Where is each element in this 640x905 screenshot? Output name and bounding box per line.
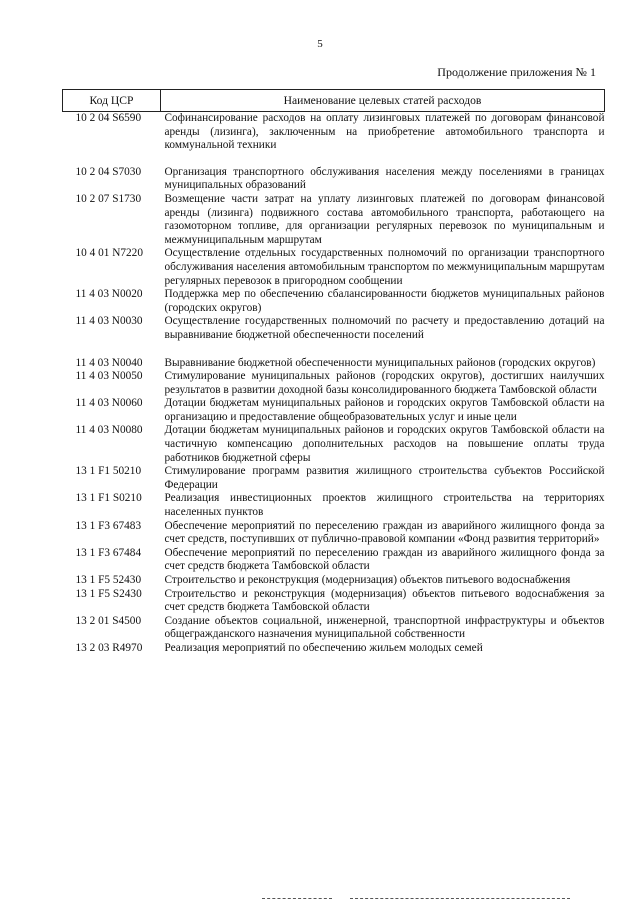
header-code: Код ЦСР: [63, 90, 161, 112]
row-name: Стимулирование программ развития жилищного строительства субъектов Российской Федерации: [164, 465, 605, 491]
row-code: 13 1 F1 S0210: [75, 492, 142, 505]
row-code: 10 2 04 S7030: [75, 165, 142, 178]
table-row: [63, 357, 605, 371]
row-name: Поддержка мер по обеспечению сбалансированности бюджетов муниципальных районов (городских округов): [164, 288, 605, 314]
row-code: 13 1 F3 67483: [75, 519, 142, 532]
row-code: 11 4 03 N0040: [75, 356, 143, 369]
row-name: Создание объектов социальной, инженерной, транспортной инфраструктуры и объектов общегражданского назначения муниципальной собственности: [164, 614, 605, 641]
table-row: [63, 112, 605, 166]
row-name: Стимулирование муниципальных районов (городских округов), достигших наилучших результатов в развитии доходной базы консолидированного бюджета Тамбовской области: [164, 370, 605, 396]
row-name: Дотации бюджетам муниципальных районов и городских округов Тамбовской области на частичную компенсацию дополнительных расходов на повышение оплаты труда работников бюджетной сферы: [164, 424, 605, 464]
row-code: 10 4 01 N7220: [75, 247, 143, 260]
row-code: 13 1 F1 50210: [75, 465, 142, 478]
bottom-scan-artifact: [262, 898, 332, 899]
row-name: Обеспечение мероприятий по переселению граждан из аварийного жилищного фонда за счет средств бюджета Тамбовской области: [164, 546, 605, 573]
row-name: Софинансирование расходов на оплату лизинговых платежей по договорам финансовой аренды (лизинга), заключенным на приобретение автомобильного транспорта и коммунальной техники: [164, 112, 605, 152]
target-items-table: [62, 89, 604, 656]
row-name: Осуществление государственных полномочий по расчету и предоставлению дотаций на выравнивание бюджетной обеспеченности поселений: [164, 315, 605, 341]
row-name: Возмещение части затрат на уплату лизинговых платежей по договорам финансовой аренды (лизинга) подвижного состава автомобильного транспорта, работающего на газомоторном топливе, для организации регулярных перевозок по муниципальным и межмуниципальным маршрутам: [164, 192, 605, 246]
table-row: [63, 520, 605, 547]
table-row: [63, 465, 605, 492]
row-code: 13 1 F3 67484: [75, 546, 142, 559]
row-code: 11 4 03 N0050: [75, 370, 143, 383]
header-name: Наименование целевых статей расходов: [161, 90, 605, 112]
table-row: [63, 166, 605, 193]
table-row: [63, 370, 605, 397]
table-row: [63, 492, 605, 519]
table-row: [63, 397, 605, 424]
row-code: 13 2 01 S4500: [75, 614, 142, 627]
bottom-scan-artifact: [350, 898, 570, 899]
table-row: [63, 315, 605, 356]
row-code: 11 4 03 N0080: [75, 424, 143, 437]
row-name: Дотации бюджетам муниципальных районов и городских округов Тамбовской области на организацию и предоставление общеобразовательных услуг и иные цели: [164, 397, 605, 423]
row-name: Выравнивание бюджетной обеспеченности муниципальных районов (городских округов): [164, 356, 596, 369]
row-name: Организация транспортного обслуживания населения между поселениями в границах муниципальных образований: [164, 165, 605, 192]
table-row: [63, 574, 605, 588]
row-code: 10 2 07 S1730: [75, 192, 142, 205]
appendix-continuation-label: Продолжение приложения № 1: [437, 65, 596, 79]
table-row: [63, 247, 605, 288]
row-name: Реализация инвестиционных проектов жилищного строительства на территориях населенных пунктов: [164, 492, 605, 519]
page-number: 5: [317, 38, 323, 50]
table-row: [63, 424, 605, 465]
table-body: [63, 112, 605, 656]
table-row: [63, 288, 605, 315]
table-row: [63, 547, 605, 574]
row-name: Строительство и реконструкция (модернизация) объектов питьевого водоснабжения за счет средств бюджета Тамбовской области: [164, 587, 605, 614]
row-name: Осуществление отдельных государственных полномочий по организации транспортного обслуживания населения автомобильным транспортом по межмуниципальным маршрутам регулярных перевозок в пригородном сообщении: [164, 247, 605, 287]
row-code: 13 1 F5 52430: [75, 574, 142, 586]
row-code: 13 1 F5 S2430: [75, 587, 142, 600]
table-row: [63, 615, 605, 642]
table-row: [63, 193, 605, 247]
row-name: Реализация мероприятий по обеспечению жильем молодых семей: [164, 641, 483, 654]
table-row: [63, 588, 605, 615]
row-code: 13 2 03 R4970: [75, 641, 143, 654]
table-row: [63, 642, 605, 656]
row-code: 11 4 03 N0020: [75, 288, 143, 301]
row-code: 11 4 03 N0060: [75, 397, 143, 410]
row-code: 10 2 04 S6590: [75, 112, 142, 124]
row-name: Обеспечение мероприятий по переселению граждан из аварийного жилищного фонда за счет средств, поступивших от публично-правовой компании «Фонд развития территорий»: [164, 519, 605, 546]
row-name: Строительство и реконструкция (модернизация) объектов питьевого водоснабжения: [164, 574, 571, 586]
table-header-row: [63, 90, 605, 112]
row-code: 11 4 03 N0030: [75, 315, 143, 328]
